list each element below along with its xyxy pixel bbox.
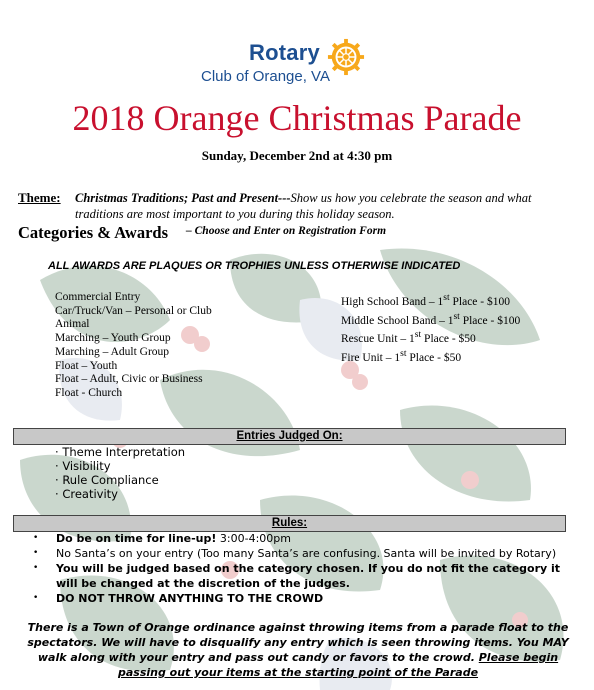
- rotary-wheel-icon: [327, 38, 365, 76]
- rules-section-header: [13, 515, 566, 532]
- rules-heading: Rules:: [271, 517, 308, 529]
- award-category-item: [341, 347, 520, 366]
- rule-text: No Santa’s on your entry (Too many Santa’s are confusing. Santa will be invited by Rotary): [56, 547, 557, 560]
- award-category-text: Fire Unit – 1: [341, 351, 401, 364]
- rule-text: 3:00-4:00pm: [216, 532, 291, 545]
- award-category-item: [341, 310, 520, 329]
- category-item: Commercial Entry: [55, 291, 141, 303]
- category-item: Car/Truck/Van – Personal or Club: [55, 304, 212, 317]
- theme-description: [75, 190, 580, 222]
- rule-item: [33, 546, 568, 561]
- judged-criterion: · Rule Compliance: [55, 473, 185, 487]
- judged-heading: Entries Judged On:: [236, 430, 343, 442]
- award-prize-text: Place - $100: [459, 314, 521, 327]
- rule-item: [33, 561, 568, 591]
- category-item: Float - Church: [55, 386, 123, 399]
- category-item: Float – Youth: [55, 359, 118, 372]
- award-prize-text: Place - $50: [406, 351, 462, 364]
- award-category-item: [341, 291, 520, 310]
- rule-bold-text: Do be on time for line-up!: [56, 532, 217, 545]
- rule-bold-text: You will be judged based on the category chosen. If you do not fit the category it will be changed at the discretion of the judges.: [56, 562, 561, 590]
- judged-criterion: · Creativity: [55, 487, 185, 501]
- award-prize-text: Place - $50: [421, 332, 476, 345]
- ordinance-text: There is a Town of Orange ordinance against throwing items from a parade float to the spectators. We will have to disqualify any entry which is seen throwing items. You MAY walk along with your entry and pass out candy or favors to the crowd.: [27, 621, 569, 664]
- rule-bold-text: DO NOT THROW ANYTHING TO THE CROWD: [56, 592, 324, 605]
- category-item: Marching – Adult Group: [55, 345, 170, 358]
- judged-criterion: · Theme Interpretation: [55, 445, 185, 459]
- theme-label: Theme:: [18, 190, 61, 205]
- ordinance-notice: [18, 620, 578, 680]
- judged-section-header: [13, 428, 566, 445]
- award-category-text: High School Band – 1: [341, 295, 444, 308]
- category-list-left: [55, 291, 212, 401]
- award-category-text: Middle School Band – 1: [341, 314, 454, 327]
- judged-criterion: · Visibility: [55, 459, 185, 473]
- ordinal-suffix: st: [443, 292, 450, 303]
- category-list-right: [341, 291, 520, 365]
- ordinal-suffix: st: [414, 329, 422, 341]
- theme-name: Christmas Traditions; Past and Present---: [75, 191, 291, 205]
- category-item: Animal: [55, 318, 90, 331]
- award-category-text: Rescue Unit – 1: [341, 332, 415, 345]
- theme-body: Show us how you celebrate the season and what traditions are most important to you during this holiday season.: [75, 191, 532, 221]
- categories-note: – Choose and Enter on Registration Form: [186, 225, 387, 237]
- ordinal-suffix: st: [400, 347, 407, 359]
- awards-note: ALL AWARDS ARE PLAQUES OR TROPHIES UNLESS OTHERWISE INDICATED: [48, 260, 461, 272]
- award-category-item: [341, 328, 520, 347]
- logo-wordmark: Rotary: [249, 40, 320, 65]
- rules-list: [33, 531, 568, 606]
- category-item: Float – Adult, Civic or Business: [55, 373, 203, 386]
- parade-date: Sunday, December 2nd at 4:30 pm: [201, 148, 393, 163]
- judged-criteria-list: [55, 445, 185, 501]
- rule-item: [33, 591, 568, 606]
- categories-heading: Categories & Awards: [18, 223, 168, 242]
- rotary-logo: [189, 36, 399, 96]
- logo-subtitle: Club of Orange, VA: [201, 68, 330, 85]
- ordinance-underlined-text: Please begin passing out your items at the starting point of the Parade: [117, 651, 559, 679]
- ordinal-suffix: st: [453, 310, 460, 322]
- category-item: Marching – Youth Group: [55, 332, 171, 345]
- award-prize-text: Place - $100: [449, 295, 510, 308]
- rule-item: [33, 531, 568, 546]
- page-title: 2018 Orange Christmas Parade: [72, 98, 522, 138]
